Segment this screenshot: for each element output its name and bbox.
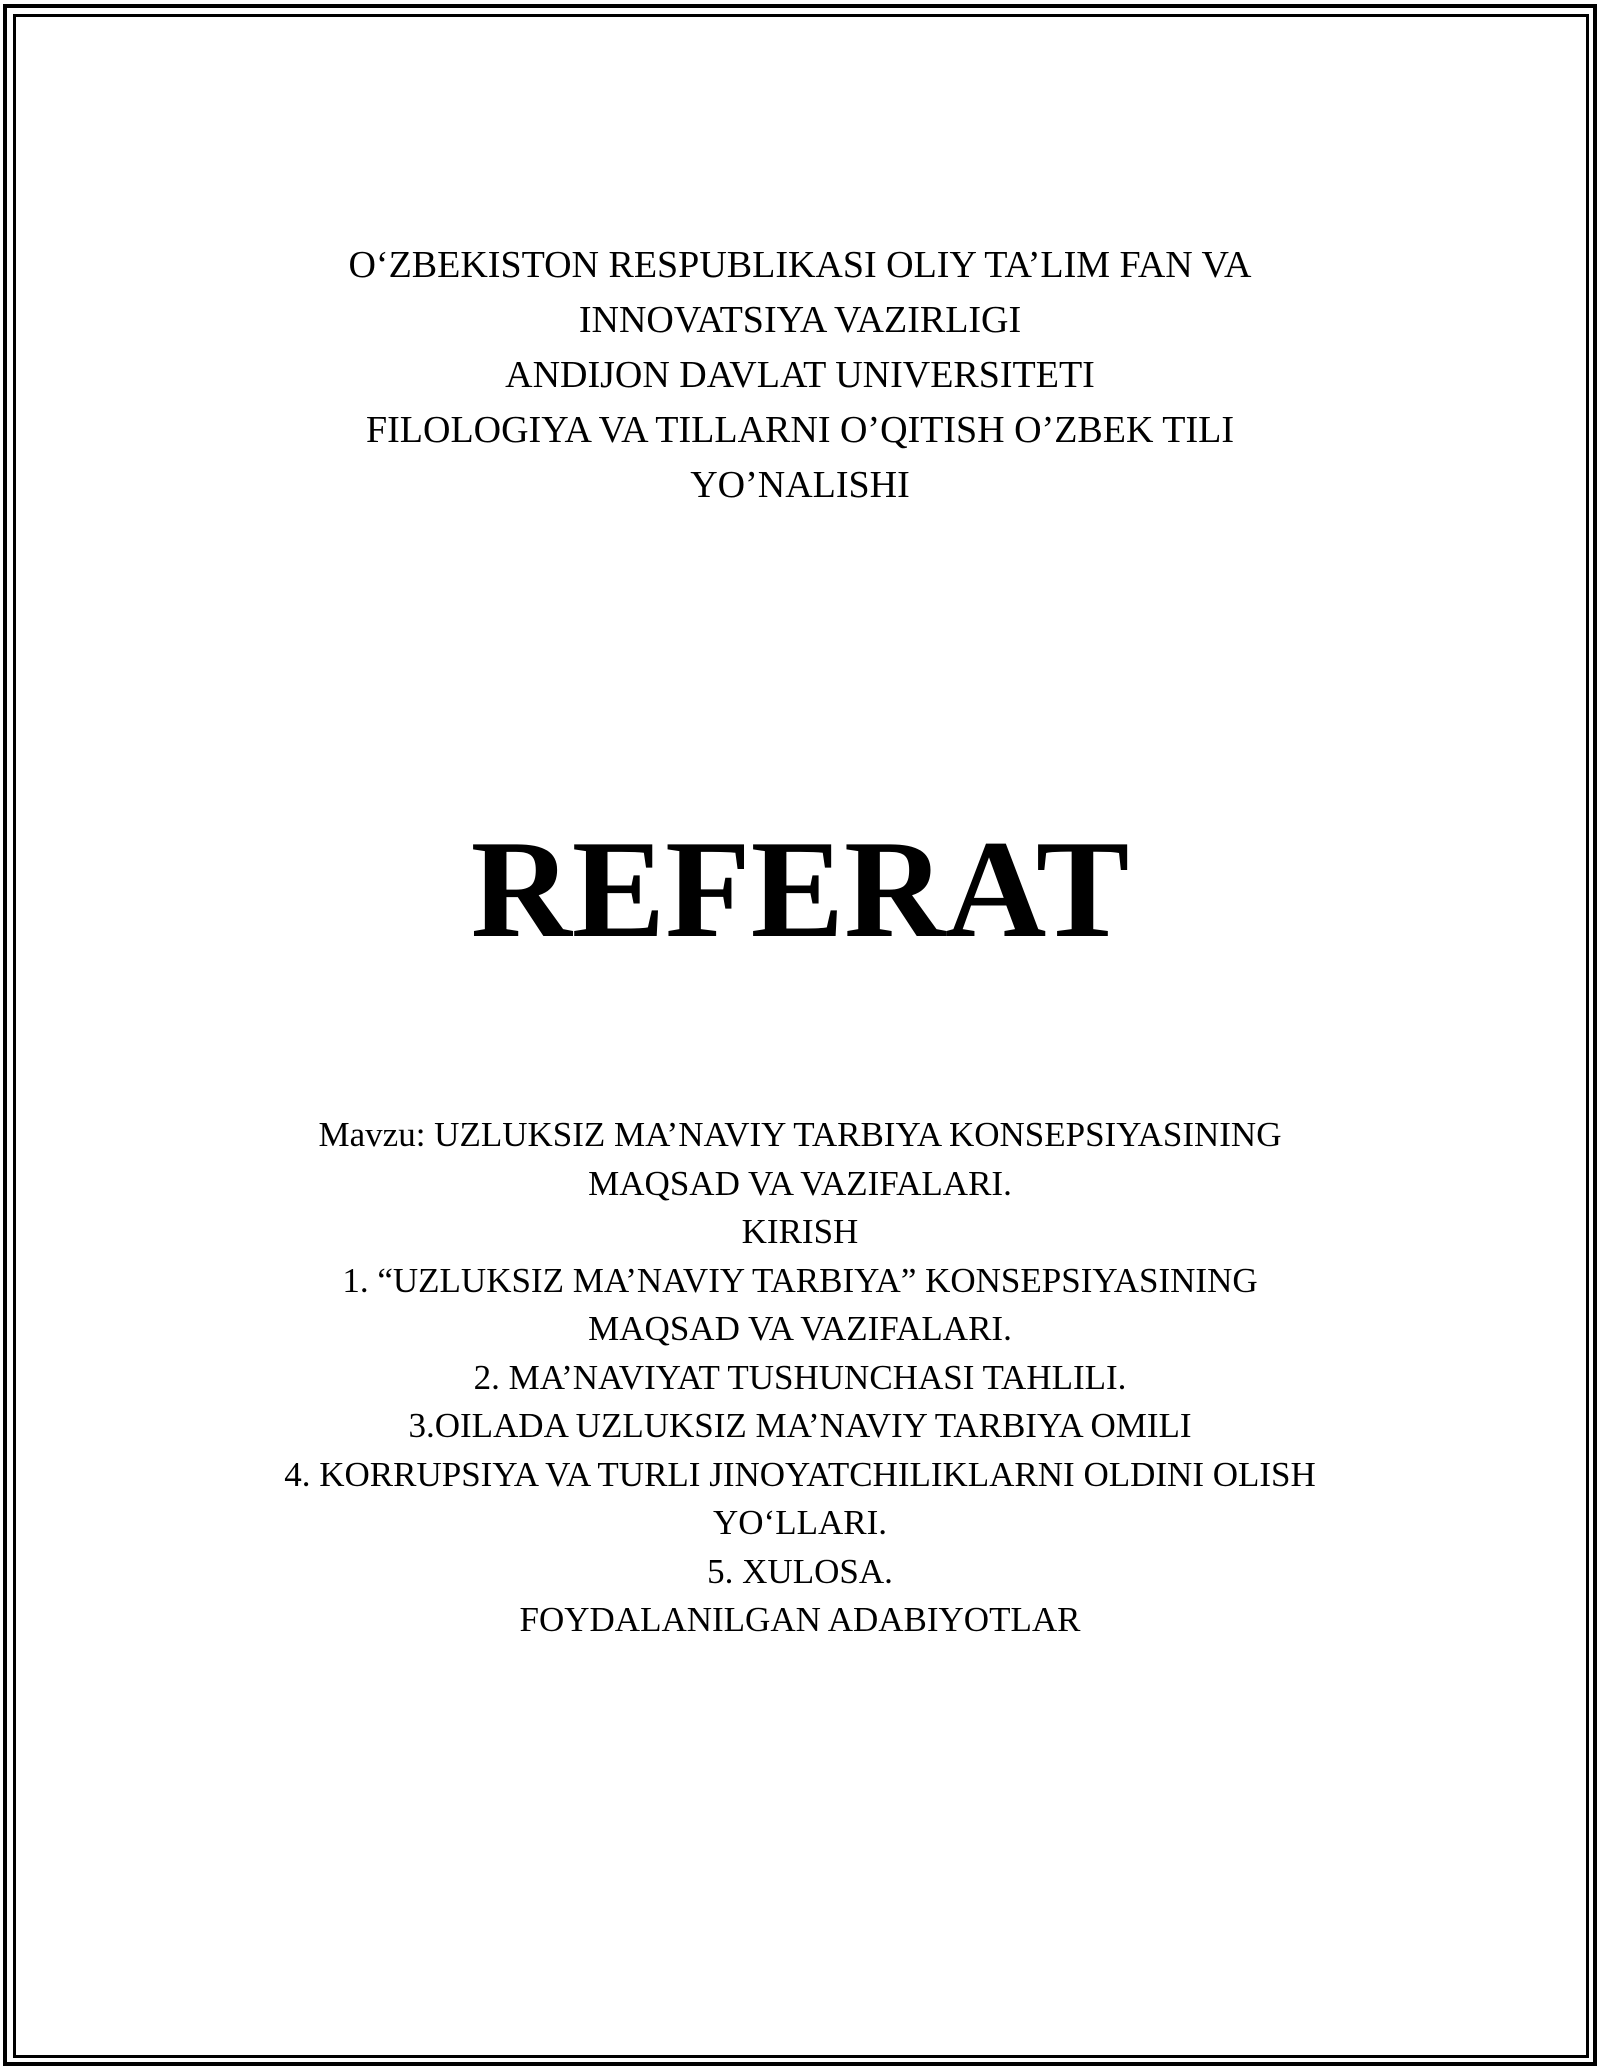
contents-item-4-cont: YO‘LLARI. [713,1503,887,1542]
institution-header [0,238,1600,513]
header-line-university: ANDIJON DAVLAT UNIVERSITETI [505,354,1095,396]
topic-line-cont: MAQSAD VA VAZIFALARI. [588,1163,1012,1203]
contents-item-5: 5. XULOSA. [707,1551,893,1591]
contents-item-2: 2. MA’NAVIYAT TUSHUNCHASI TAHLILI. [473,1357,1127,1397]
header-line-faculty: FILOLOGIYA VA TILLARNI O’QITISH O’ZBEK TILI [366,409,1234,451]
topic-and-contents [0,1111,1600,1645]
topic-line: Mavzu: UZLUKSIZ MA’NAVIY TARBIYA KONSEPSIYASINING [318,1115,1282,1154]
contents-item-4: 4. KORRUPSIYA VA TURLI JINOYATCHILIKLARNI OLDINI OLISH [284,1454,1316,1494]
contents-item-references: FOYDALANILGAN ADABIYOTLAR [519,1600,1081,1639]
contents-item-3: 3.OILADA UZLUKSIZ MA’NAVIY TARBIYA OMILI [408,1406,1192,1445]
document-title: REFERAT [470,812,1130,967]
header-line-ministry-cont: INNOVATSIYA VAZIRLIGI [578,299,1022,341]
contents-item-1-cont: MAQSAD VA VAZIFALARI. [588,1309,1012,1348]
contents-item-1: 1. “UZLUKSIZ MA’NAVIY TARBIYA” KONSEPSIYASINING [342,1260,1258,1300]
contents-item-intro: KIRISH [741,1212,859,1251]
header-line-ministry: O‘ZBEKISTON RESPUBLIKASI OLIY TA’LIM FAN VA [348,244,1252,286]
header-line-faculty-cont: YO’NALISHI [690,464,910,506]
